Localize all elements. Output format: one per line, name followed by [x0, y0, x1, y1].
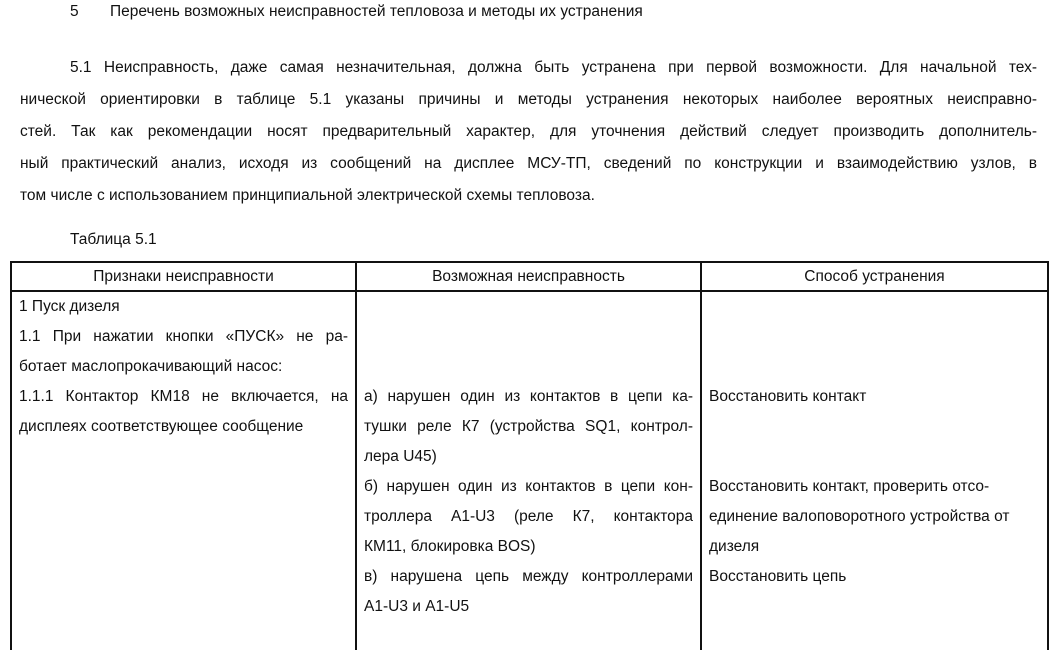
- intro-line: нической ориентировки в таблице 5.1 указаны причины и методы устранения некоторых наиболее вероятных неисправно-: [20, 91, 1037, 108]
- section-title: Перечень возможных неисправностей тепловоза и методы их устранения: [110, 3, 643, 20]
- header-remedy: Способ устранения: [701, 262, 1048, 291]
- symptom-line: 1 Пуск дизеля: [19, 298, 120, 315]
- cause-cell: [356, 291, 701, 650]
- remedy-line: единение валоповоротного устройства от: [709, 508, 1010, 525]
- cause-line: троллера А1-U3 (реле К7, контактора: [364, 508, 693, 525]
- remedy-line: Восстановить контакт: [709, 388, 867, 405]
- cause-line: в) нарушена цепь между контроллерами: [364, 568, 693, 585]
- fault-table: [10, 261, 1049, 650]
- header-cause: Возможная неисправность: [356, 262, 701, 291]
- symptom-line: дисплеях соответствующее сообщение: [19, 418, 304, 435]
- symptom-line: 1.1.1 Контактор КМ18 не включается, на: [19, 388, 348, 405]
- cause-line: лера U45): [364, 448, 437, 465]
- cause-line: А1-U3 и А1-U5: [364, 598, 470, 615]
- cause-line: а) нарушен один из контактов в цепи ка-: [364, 388, 693, 405]
- symptom-line: ботает маслопрокачивающий насос:: [19, 358, 283, 375]
- remedy-line: Восстановить контакт, проверить отсо-: [709, 478, 990, 495]
- symptoms-cell: [11, 291, 356, 650]
- cause-line: КМ11, блокировка BOS): [364, 538, 536, 555]
- remedy-cell: [701, 291, 1048, 650]
- table-caption: Таблица 5.1: [70, 231, 157, 248]
- cause-line: б) нарушен один из контактов в цепи кон-: [364, 478, 693, 495]
- header-symptoms: Признаки неисправности: [11, 262, 356, 291]
- table-header-row: [11, 262, 1048, 291]
- cause-line: тушки реле К7 (устройства SQ1, контрол-: [364, 418, 693, 435]
- section-number: 5: [70, 3, 79, 20]
- symptom-line: 1.1 При нажатии кнопки «ПУСК» не ра-: [19, 328, 348, 345]
- intro-line: 5.1 Неисправность, даже самая незначительная, должна быть устранена при первой возможности. Для начальной тех-: [70, 59, 1037, 76]
- intro-line: ный практический анализ, исходя из сообщений на дисплее МСУ-ТП, сведений по конструкции и взаимодействию узлов, в: [20, 155, 1037, 172]
- intro-line: том числе с использованием принципиальной электрической схемы тепловоза.: [20, 187, 595, 204]
- intro-line: стей. Так как рекомендации носят предварительный характер, для уточнения действий следует производить дополнитель-: [20, 123, 1037, 140]
- remedy-line: Восстановить цепь: [709, 568, 847, 585]
- intro-paragraph: [20, 55, 1037, 215]
- remedy-line: дизеля: [709, 538, 760, 555]
- table-row: [11, 291, 1048, 650]
